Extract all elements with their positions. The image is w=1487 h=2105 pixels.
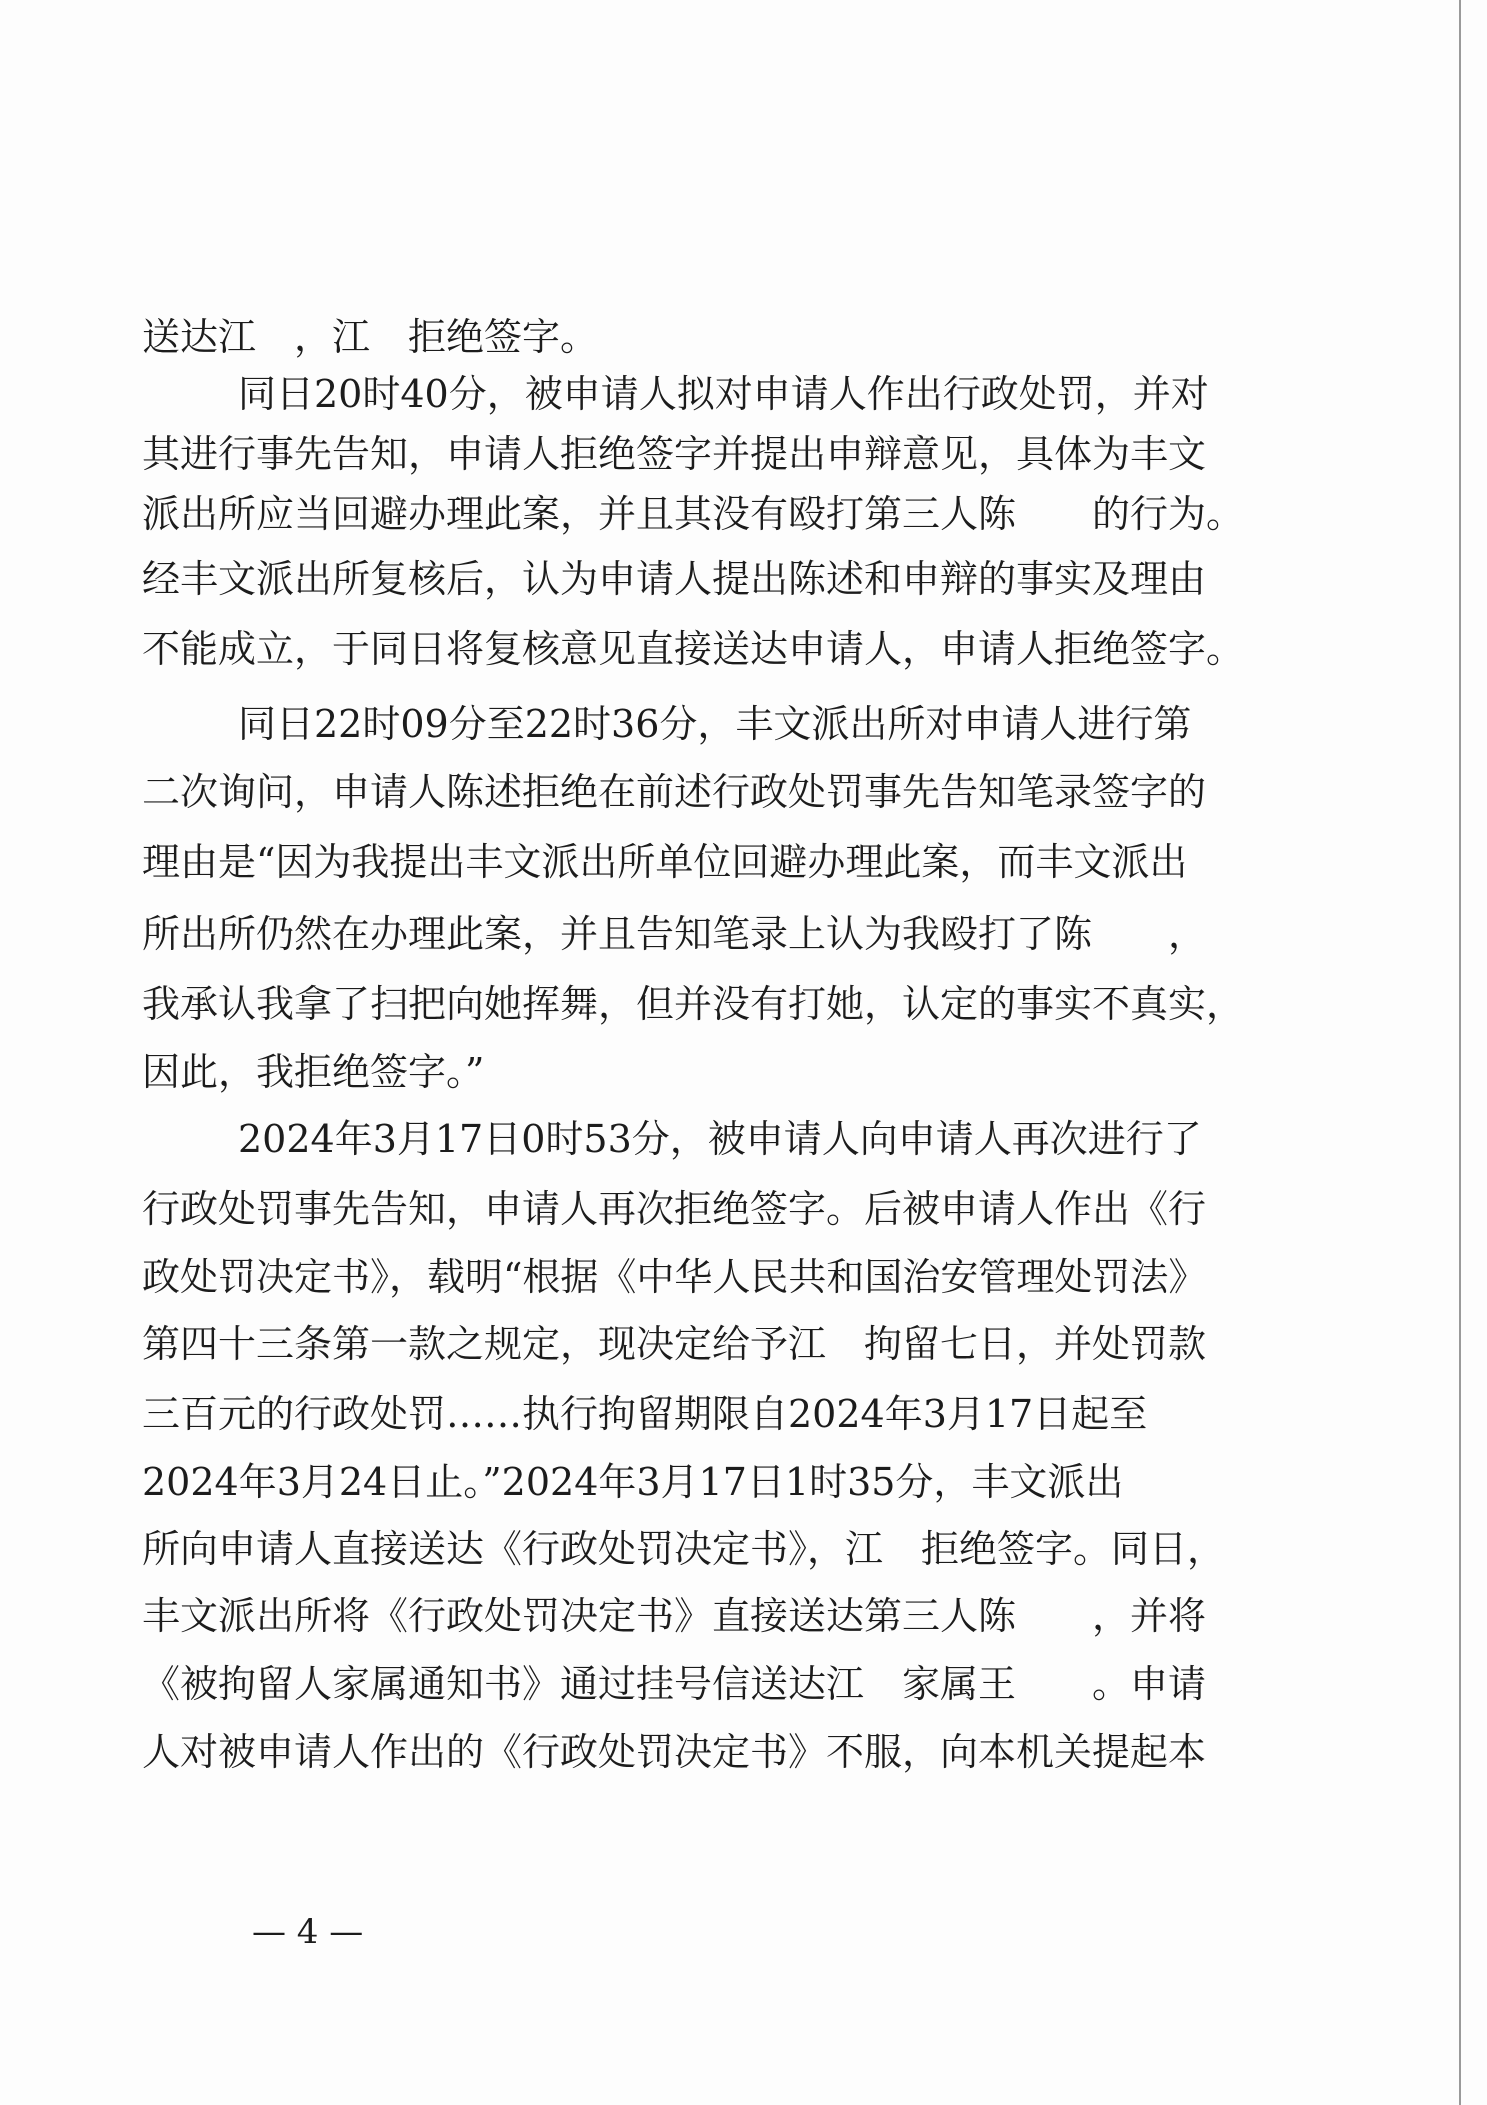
- text-line: 丰文派出所将《行政处罚决定书》直接送达第三人陈 ，并将: [142, 1594, 1207, 1638]
- text-line: 派出所应当回避办理此案，并且其没有殴打第三人陈 的行为。: [142, 492, 1245, 536]
- scan-edge: [1459, 0, 1461, 2105]
- text-line: 所出所仍然在办理此案，并且告知笔录上认为我殴打了陈 ，: [142, 912, 1207, 956]
- text-line: 送达江 ，江 拒绝签字。: [142, 315, 599, 359]
- text-line: 因此，我拒绝签字。”: [142, 1050, 485, 1094]
- text-line: 政处罚决定书》，载明“根据《中华人民共和国治安管理处罚法》: [142, 1255, 1207, 1299]
- text-line: 二次询问，申请人陈述拒绝在前述行政处罚事先告知笔录签字的: [142, 770, 1207, 814]
- page-number: — 4 —: [252, 1912, 364, 1952]
- text-line: 行政处罚事先告知，申请人再次拒绝签字。后被申请人作出《行: [142, 1187, 1207, 1231]
- text-line: 所向申请人直接送达《行政处罚决定书》，江 拒绝签字。同日，: [142, 1527, 1226, 1571]
- text-line: 不能成立，于同日将复核意见直接送达申请人，申请人拒绝签字。: [142, 627, 1245, 671]
- text-line: 第四十三条第一款之规定，现决定给予江 拘留七日，并处罚款: [142, 1322, 1207, 1366]
- text-line: 同日22时09分至22时36分，丰文派出所对申请人进行第: [238, 702, 1192, 746]
- text-line: 同日20时40分，被申请人拟对申请人作出行政处罚，并对: [238, 372, 1209, 416]
- text-line: 其进行事先告知，申请人拒绝签字并提出申辩意见，具体为丰文: [142, 432, 1207, 476]
- text-line: 三百元的行政处罚……执行拘留期限自2024年3月17日起至: [142, 1392, 1148, 1436]
- text-line: 人对被申请人作出的《行政处罚决定书》不服，向本机关提起本: [142, 1730, 1207, 1774]
- text-line: 2024年3月24日止。”2024年3月17日1时35分，丰文派出: [142, 1460, 1124, 1504]
- text-line: 我承认我拿了扫把向她挥舞，但并没有打她，认定的事实不真实，: [142, 982, 1245, 1026]
- text-line: 2024年3月17日0时53分，被申请人向申请人再次进行了: [238, 1117, 1202, 1161]
- text-line: 理由是“因为我提出丰文派出所单位回避办理此案，而丰文派出: [142, 840, 1188, 884]
- text-line: 《被拘留人家属通知书》通过挂号信送达江 家属王 。申请: [142, 1662, 1207, 1706]
- text-line: 经丰文派出所复核后，认为申请人提出陈述和申辩的事实及理由: [142, 557, 1207, 601]
